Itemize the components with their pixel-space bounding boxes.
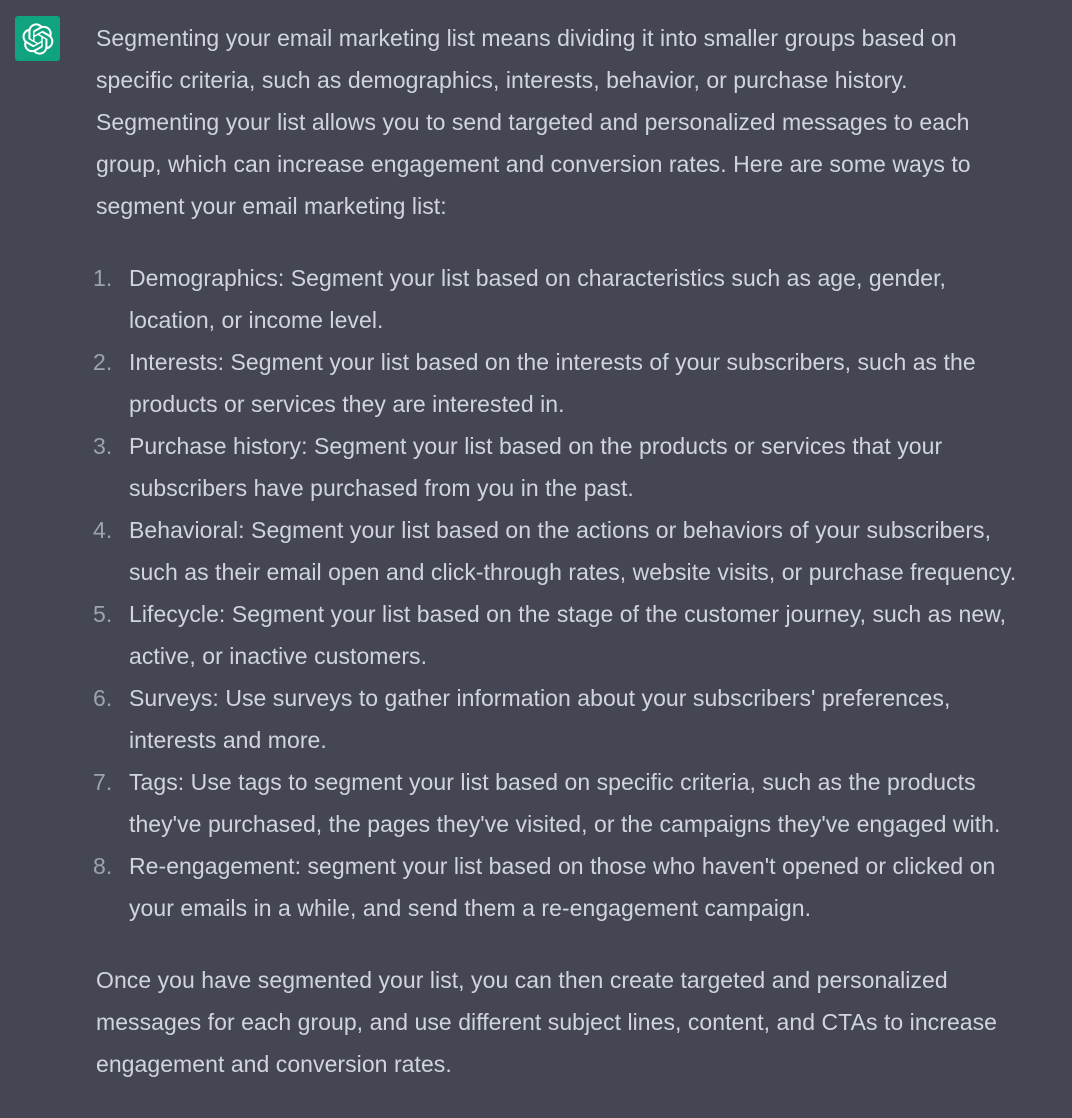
- assistant-avatar: [15, 16, 60, 61]
- segmentation-list: [93, 257, 1072, 929]
- list-item-text: Purchase history: Segment your list based on the products or services that your: [129, 433, 943, 459]
- list-item-number: 3.: [93, 433, 113, 459]
- intro-line: Segmenting your email marketing list means dividing it into smaller groups based on: [96, 25, 957, 51]
- list-item: [93, 257, 1072, 341]
- assistant-message: [93, 17, 1072, 1085]
- list-item-number: 4.: [93, 517, 113, 543]
- intro-line: group, which can increase engagement and conversion rates. Here are some ways to: [96, 151, 971, 177]
- list-item-text: your emails in a while, and send them a re-engagement campaign.: [129, 895, 812, 921]
- list-item-text: Behavioral: Segment your list based on the actions or behaviors of your subscribers,: [129, 517, 992, 543]
- list-item-number: 7.: [93, 769, 113, 795]
- list-item-text: Surveys: Use surveys to gather information about your subscribers' preferences,: [129, 685, 951, 711]
- list-item: [93, 425, 1072, 509]
- list-item: [93, 761, 1072, 845]
- list-item-number: 2.: [93, 349, 113, 375]
- list-item-number: 6.: [93, 685, 113, 711]
- list-item-text: such as their email open and click-through rates, website visits, or purchase frequency.: [129, 559, 1017, 585]
- outro-line: engagement and conversion rates.: [96, 1051, 452, 1077]
- intro-line: Segmenting your list allows you to send targeted and personalized messages to each: [96, 109, 970, 135]
- list-item-text: Tags: Use tags to segment your list based on specific criteria, such as the products: [129, 769, 976, 795]
- list-item: [93, 677, 1072, 761]
- list-item-text: active, or inactive customers.: [129, 643, 428, 669]
- list-item-number: 8.: [93, 853, 113, 879]
- list-item-number: 1.: [93, 265, 113, 291]
- list-item-text: Lifecycle: Segment your list based on the stage of the customer journey, such as new,: [129, 601, 1007, 627]
- intro-line: specific criteria, such as demographics, interests, behavior, or purchase history.: [96, 67, 908, 93]
- list-item-text: Demographics: Segment your list based on characteristics such as age, gender,: [129, 265, 946, 291]
- list-item-text: location, or income level.: [129, 307, 384, 333]
- list-item-text: they've purchased, the pages they've visited, or the campaigns they've engaged with.: [129, 811, 1001, 837]
- list-item: [93, 845, 1072, 929]
- list-item-text: Interests: Segment your list based on the interests of your subscribers, such as the: [129, 349, 976, 375]
- list-item: [93, 509, 1072, 593]
- list-item-text: Re-engagement: segment your list based on those who haven't opened or clicked on: [129, 853, 996, 879]
- outro-line: messages for each group, and use different subject lines, content, and CTAs to increase: [96, 1009, 998, 1035]
- openai-logo-icon: [22, 23, 54, 55]
- list-item: [93, 341, 1072, 425]
- outro-line: Once you have segmented your list, you can then create targeted and personalized: [96, 967, 948, 993]
- outro-paragraph: [96, 959, 1072, 1085]
- list-item: [93, 593, 1072, 677]
- intro-line: segment your email marketing list:: [96, 193, 447, 219]
- list-item-text: interests and more.: [129, 727, 327, 753]
- list-item-text: subscribers have purchased from you in the past.: [129, 475, 634, 501]
- intro-paragraph: [96, 17, 1072, 227]
- list-item-number: 5.: [93, 601, 113, 627]
- list-item-text: products or services they are interested in.: [129, 391, 565, 417]
